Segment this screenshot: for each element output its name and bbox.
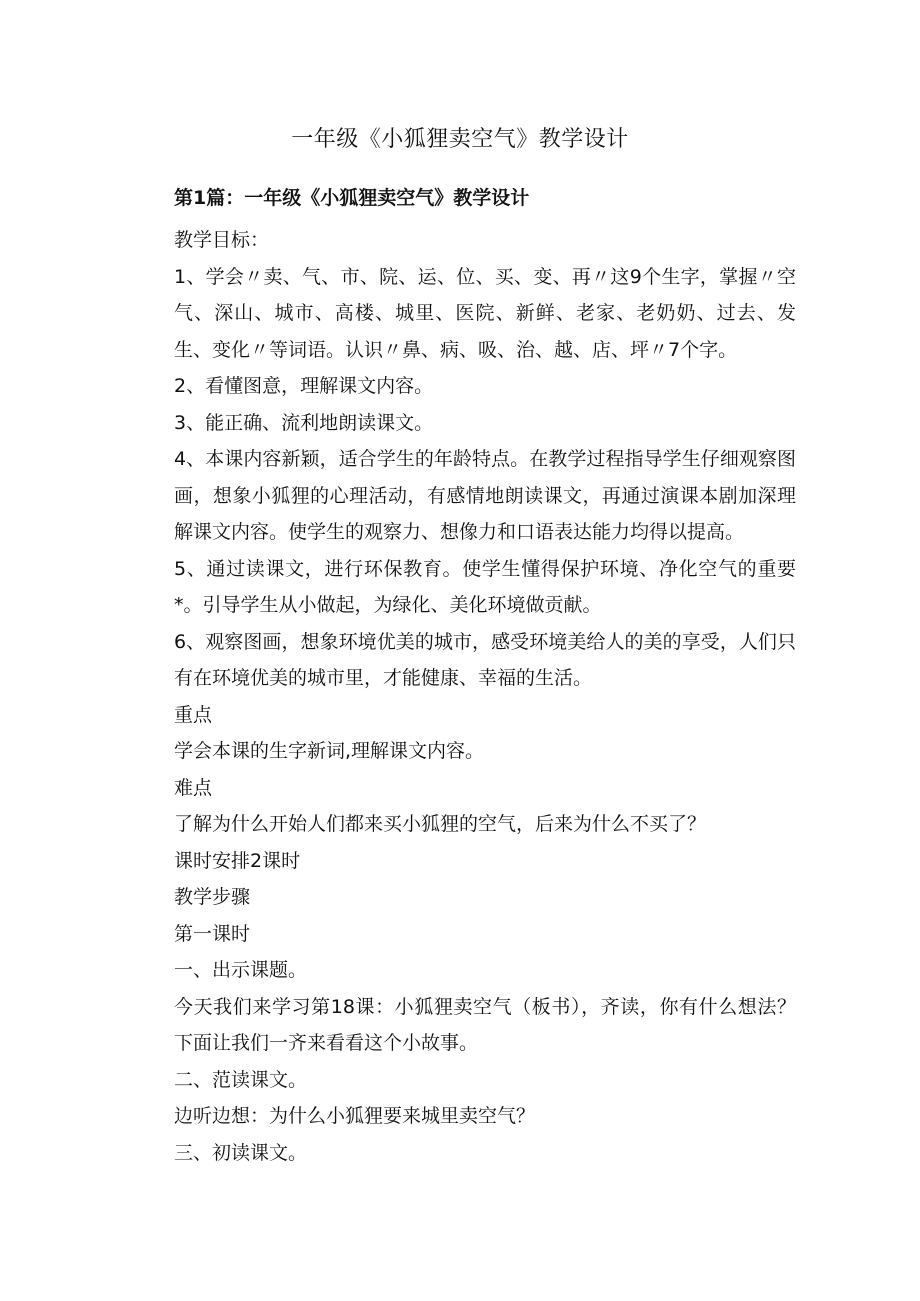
- paragraph-step-2: 二、范读课文。: [174, 1068, 308, 1091]
- paragraph-step-1: 一、出示课题。: [174, 959, 308, 981]
- paragraph-goal-3: 3、能正确、流利地朗读课文。: [174, 411, 434, 434]
- paragraph-schedule: 课时安排2课时: [174, 849, 301, 872]
- paragraph-key-point: 学会本课的生字新词,理解课文内容。: [174, 740, 485, 762]
- paragraph-step-2-text: 边听边想：为什么小狐狸要来城里卖空气？: [174, 1105, 536, 1127]
- document-body: [174, 180, 796, 1171]
- paragraph-step-3: 三、初读课文。: [174, 1141, 308, 1164]
- paragraph-difficulty: 了解为什么开始人们都来买小狐狸的空气，后来为什么不买了？: [174, 813, 707, 835]
- paragraph-steps-label: 教学步骤: [174, 886, 251, 908]
- paragraph-teaching-goals-label: 教学目标：: [174, 229, 270, 251]
- paragraph-difficulty-label: 难点: [174, 776, 213, 799]
- paragraph-goal-4: 4、本课内容新颖，适合学生的年龄特点。在教学过程指导学生仔细观察图画，想象小狐狸的心理活动，有感情地朗读课文，再通过演课本剧加深理解课文内容。使学生的观察力、想像力和口语表达能力均得以提高。: [174, 448, 796, 543]
- paragraph-goal-2: 2、看懂图意，理解课文内容。: [174, 375, 434, 397]
- paragraph-step-1-text: 今天我们来学习第18课：小狐狸卖空气（板书），齐读，你有什么想法？下面让我们一齐来看看这个小故事。: [174, 995, 796, 1054]
- paragraph-goal-5: 5、通过读课文，进行环保教育。使学生懂得保护环境、净化空气的重要*。引导学生从小做起，为绿化、美化环境做贡献。: [174, 557, 796, 616]
- paragraph-first-lesson: 第一课时: [174, 922, 251, 945]
- section-heading: 第1篇：一年级《小狐狸卖空气》教学设计: [174, 187, 530, 209]
- document-title: 一年级《小狐狸卖空气》教学设计: [291, 127, 629, 152]
- paragraph-goal-6: 6、观察图画，想象环境优美的城市，感受环境美给人的美的享受，人们只有在环境优美的城市里，才能健康、幸福的生活。: [174, 630, 796, 689]
- paragraph-goal-1: 1、学会〃卖、气、市、院、运、位、买、变、再〃这9个生字，掌握〃空气、深山、城市、高楼、城里、医院、新鲜、老家、老奶奶、过去、发生、变化〃等词语。认识〃鼻、病、吸、治、越、店、坪〃7个字。: [174, 265, 796, 361]
- paragraph-key-point-label: 重点: [174, 703, 213, 726]
